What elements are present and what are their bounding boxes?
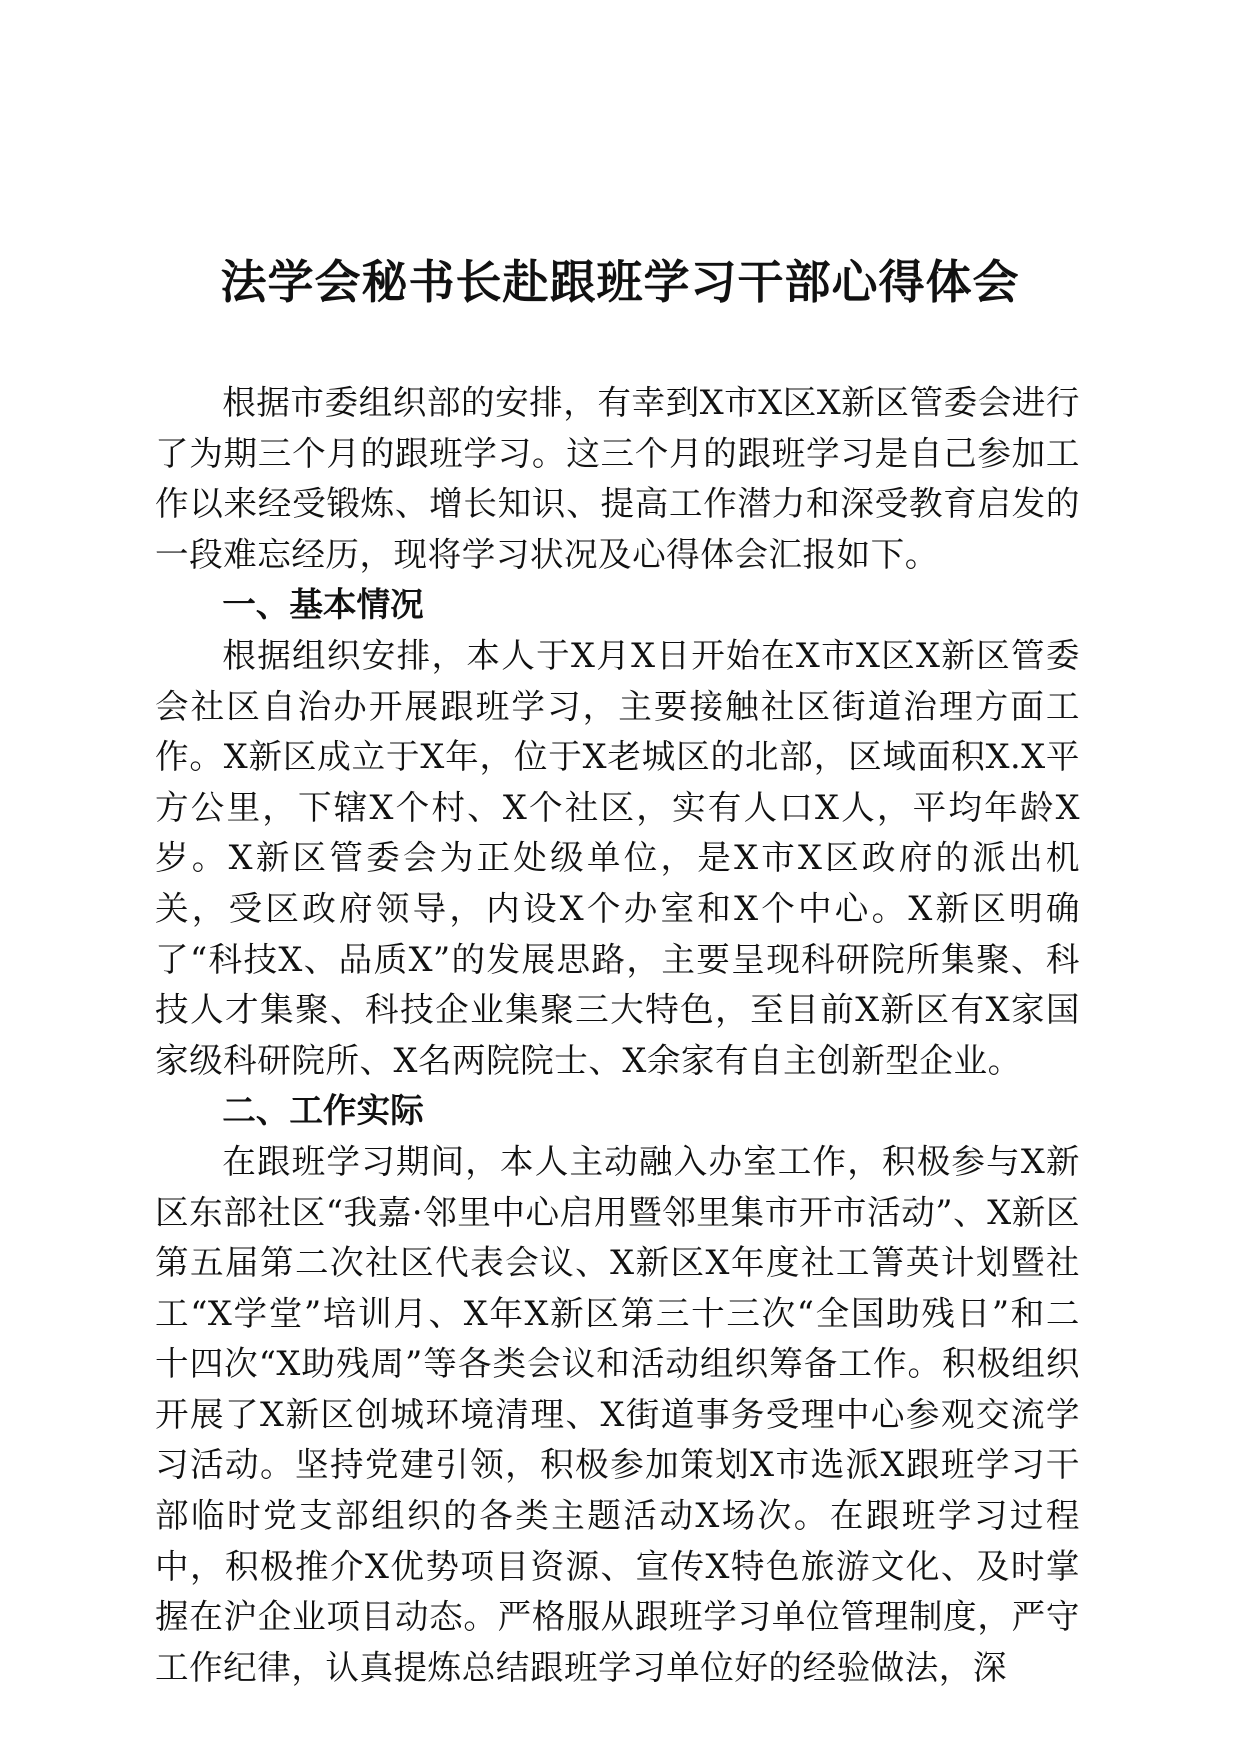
document-body (155, 378, 1080, 1693)
work-practice-paragraph: 在跟班学习期间，本人主动融入办室工作，积极参与X新区东部社区“我嘉·邻里中心启用暨邻里集市开市活动”、X新区第五届第二次社区代表会议、X新区X年度社工箐英计划暨社工“X学堂”培训月、X年X新区第三十三次“全国助残日”和二十四次“X助残周”等各类会议和活动组织筹备工作。积极组织开展了X新区创城环境清理、X街道事务受理中心参观交流学习活动。坚持党建引领，积极参加策划X市选派X跟班学习干部临时党支部组织的各类主题活动X场次。在跟班学习过程中，积极推介X优势项目资源、宣传X特色旅游文化、及时掌握在沪企业项目动态。严格服从跟班学习单位管理制度，严守工作纪律，认真提炼总结跟班学习单位好的经验做法，深 (155, 1141, 1080, 1687)
basic-situation-paragraph: 根据组织安排，本人于X月X日开始在X市X区X新区管委会社区自治办开展跟班学习，主要接触社区街道治理方面工作。X新区成立于X年，位于X老城区的北部，区域面积X.X平方公里，下辖X个村、X个社区，实有人口X人，平均年龄X岁。X新区管委会为正处级单位，是X市X区政府的派出机关，受区政府领导，内设X个办室和X个中心。X新区明确了“科技X、品质X”的发展思路，主要呈现科研院所集聚、科技人才集聚、科技企业集聚三大特色，至目前X新区有X家国家级科研院所、X名两院院士、X余家有自主创新型企业。 (155, 635, 1080, 1080)
page-title: 法学会秘书长赴跟班学习干部心得体会 (220, 255, 1020, 309)
intro-paragraph: 根据市委组织部的安排，有幸到X市X区X新区管委会进行了为期三个月的跟班学习。这三个月的跟班学习是自己参加工作以来经受锻炼、增长知识、提高工作潜力和深受教育启发的一段难忘经历，现将学习状况及心得体会汇报如下。 (155, 383, 1080, 574)
section-heading-basic-situation: 一、基本情况 (222, 585, 424, 625)
section-heading-work-practice: 二、工作实际 (222, 1091, 424, 1131)
